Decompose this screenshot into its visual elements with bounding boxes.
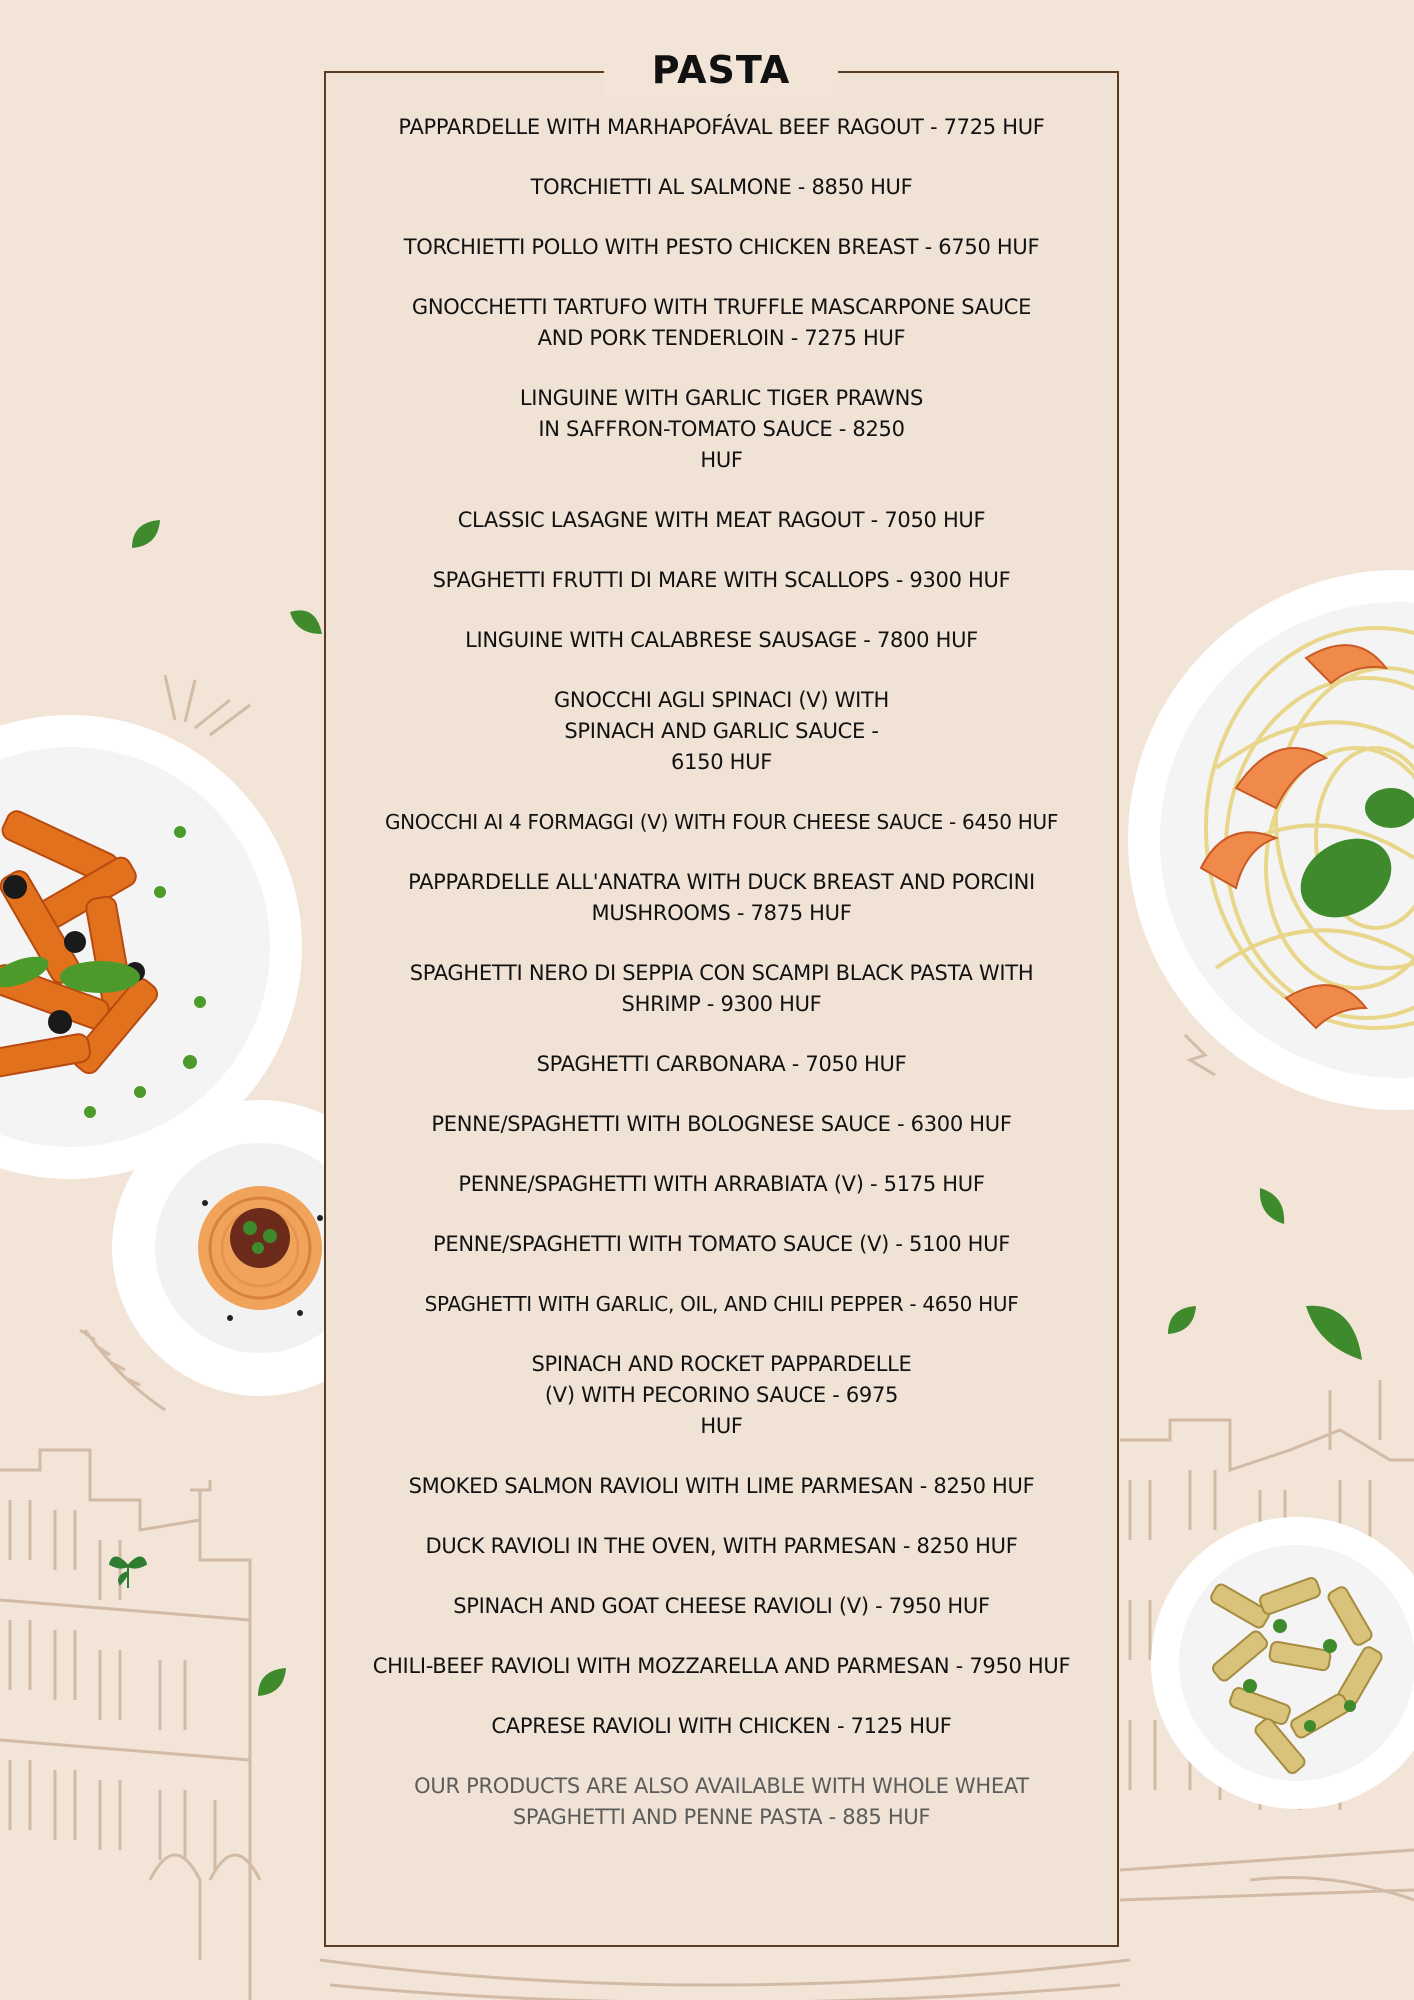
menu-item: GNOCCHI AI 4 FORMAGGI (V) WITH FOUR CHEESE SAUCE - 6450 HUF (384, 810, 1059, 834)
menu-note: OUR PRODUCTS ARE ALSO AVAILABLE WITH WHOLE WHEAT SPAGHETTI AND PENNE PASTA - 885 HUF (414, 1774, 1029, 1829)
menu-item: TORCHIETTI POLLO WITH PESTO CHICKEN BREAST - 6750 HUF (403, 235, 1040, 259)
menu-item: GNOCCHETTI TARTUFO WITH TRUFFLE MASCARPONE SAUCE AND PORK TENDERLOIN - 7275 HUF (411, 295, 1032, 350)
menu-item: SPAGHETTI NERO DI SEPPIA CON SCAMPI BLACK PASTA WITH SHRIMP - 9300 HUF (409, 961, 1034, 1016)
menu-item: LINGUINE WITH CALABRESE SAUSAGE - 7800 HUF (465, 628, 978, 652)
menu-item: SPAGHETTI CARBONARA - 7050 HUF (536, 1052, 907, 1076)
leaf-icon (128, 516, 164, 552)
leaf-icon (254, 1664, 290, 1700)
menu-item: LINGUINE WITH GARLIC TIGER PRAWNS IN SAFFRON-TOMATO SAUCE - 8250 HUF (519, 386, 924, 472)
shrimp-spaghetti-plate-image (1126, 568, 1414, 1112)
menu-item: TORCHIETTI AL SALMONE - 8850 HUF (530, 175, 913, 199)
menu-item: GNOCCHI AGLI SPINACI (V) WITH SPINACH AND GARLIC SAUCE - 6150 HUF (553, 688, 890, 774)
menu-item: CAPRESE RAVIOLI WITH CHICKEN - 7125 HUF (491, 1714, 952, 1738)
leaf-icon (1256, 1186, 1290, 1226)
leaf-icon (1164, 1302, 1200, 1338)
menu-item: CHILI-BEEF RAVIOLI WITH MOZZARELLA AND PARMESAN - 7950 HUF (372, 1654, 1071, 1678)
menu-item: PAPPARDELLE WITH MARHAPOFÁVAL BEEF RAGOUT - 7725 HUF (398, 115, 1045, 139)
menu-item: PENNE/SPAGHETTI WITH BOLOGNESE SAUCE - 6300 HUF (431, 1112, 1012, 1136)
menu-item: SPAGHETTI FRUTTI DI MARE WITH SCALLOPS - 9300 HUF (432, 568, 1011, 592)
leaf-icon (1304, 1302, 1366, 1364)
menu-item: PENNE/SPAGHETTI WITH TOMATO SAUCE (V) - 5100 HUF (432, 1232, 1011, 1256)
menu-item: SPINACH AND ROCKET PAPPARDELLE (V) WITH PECORINO SAUCE - 6975 HUF (531, 1352, 912, 1438)
menu-item-list (328, 112, 1115, 1833)
rigatoni-pesto-plate-image (1150, 1516, 1414, 1810)
menu-item: SMOKED SALMON RAVIOLI WITH LIME PARMESAN - 8250 HUF (408, 1474, 1035, 1498)
menu-item: PENNE/SPAGHETTI WITH ARRABIATA (V) - 5175 HUF (458, 1172, 985, 1196)
menu-item: DUCK RAVIOLI IN THE OVEN, WITH PARMESAN - 8250 HUF (425, 1534, 1018, 1558)
menu-item: SPAGHETTI WITH GARLIC, OIL, AND CHILI PEPPER - 4650 HUF (424, 1292, 1019, 1316)
leaf-icon (288, 604, 324, 640)
menu-item: SPINACH AND GOAT CHEESE RAVIOLI (V) - 7950 HUF (453, 1594, 990, 1618)
menu-title-wrap (604, 44, 838, 96)
menu-item: CLASSIC LASAGNE WITH MEAT RAGOUT - 7050 HUF (457, 508, 986, 532)
leaf-icon (106, 1546, 150, 1590)
menu-title: PASTA (651, 48, 791, 92)
menu-item: PAPPARDELLE ALL'ANATRA WITH DUCK BREAST AND PORCINI MUSHROOMS - 7875 HUF (408, 870, 1035, 925)
